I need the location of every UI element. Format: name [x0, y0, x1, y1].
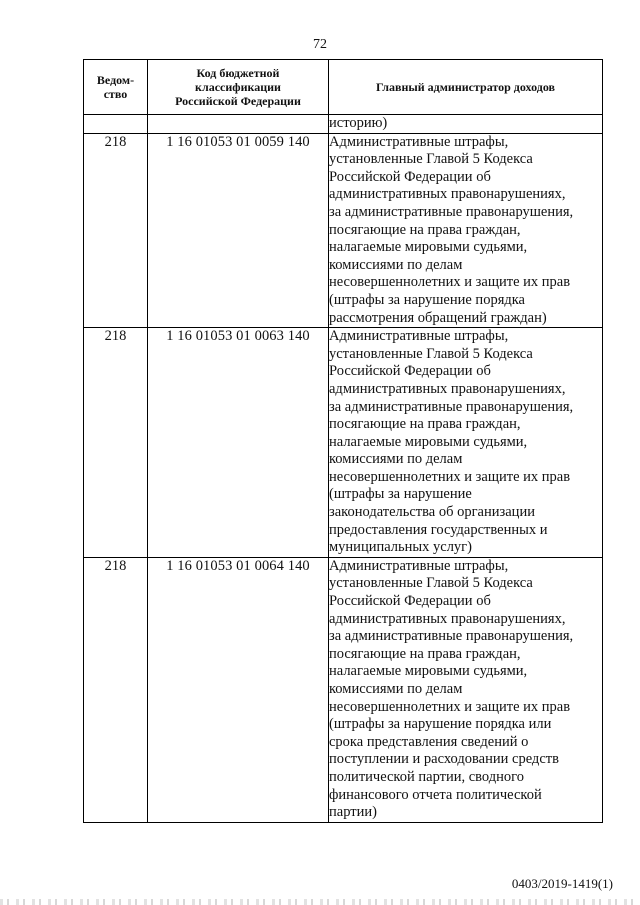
- admin-text-line: за административные правонарушения,: [329, 203, 574, 220]
- admin-text-line: посягающие на права граждан,: [329, 645, 521, 662]
- table-row: [84, 557, 603, 822]
- admin-text-line: срока представления сведений о: [329, 733, 529, 750]
- admin-text-line: посягающие на права граждан,: [329, 416, 521, 433]
- admin-text-line: установленные Главой 5 Кодекса: [329, 151, 533, 168]
- admin-text-line: поступлении и расходовании средств: [329, 751, 559, 768]
- admin-text-line: налагаемые мировыми судьями,: [329, 663, 528, 680]
- header-dept: [84, 60, 148, 115]
- cell-dept: 218: [84, 133, 148, 328]
- cell-budget-code: 1 16 01053 01 0063 140: [148, 328, 329, 558]
- table-row: [84, 133, 603, 328]
- admin-text-line: законодательства об организации: [329, 504, 535, 521]
- admin-text-line: муниципальных услуг): [329, 539, 472, 556]
- admin-text-line: партии): [329, 804, 377, 821]
- admin-text-line: историю): [329, 115, 388, 131]
- admin-text-line: комиссиями по делам: [329, 451, 463, 468]
- admin-text-line: (штрафы за нарушение порядка: [329, 291, 525, 308]
- header-code-line: Российской Федерации: [175, 94, 301, 108]
- cell-admin-description: [329, 115, 603, 134]
- cell-code: [148, 115, 329, 134]
- admin-text-line: посягающие на права граждан,: [329, 221, 521, 238]
- cell-admin-description: [329, 133, 603, 328]
- admin-text-line: несовершеннолетних и защите их прав: [329, 698, 571, 715]
- admin-text-line: Российской Федерации об: [329, 168, 491, 185]
- table-row: [84, 328, 603, 558]
- admin-text-line: административных правонарушениях,: [329, 380, 566, 397]
- admin-text-line: Административные штрафы,: [329, 557, 509, 574]
- admin-text-line: несовершеннолетних и защите их прав: [329, 274, 571, 291]
- admin-text-line: налагаемые мировыми судьями,: [329, 433, 528, 450]
- admin-text-line: комиссиями по делам: [329, 681, 463, 697]
- admin-text-line: за административные правонарушения,: [329, 398, 574, 415]
- cell-admin-description: [329, 557, 603, 822]
- admin-text-line: установленные Главой 5 Кодекса: [329, 345, 533, 362]
- admin-text-line: комиссиями по делам: [329, 256, 463, 273]
- header-dept-line: Ведом-: [96, 73, 135, 87]
- admin-text-line: Российской Федерации об: [329, 363, 491, 380]
- cell-budget-code: 1 16 01053 01 0059 140: [148, 133, 329, 328]
- header-code-line: Код бюджетной: [196, 66, 280, 80]
- admin-text-line: предоставления государственных и: [329, 521, 548, 538]
- document-code: 0403/2019-1419(1): [511, 876, 613, 891]
- page-number: 72: [313, 37, 327, 52]
- admin-text-line: финансового отчета политической: [329, 786, 542, 803]
- admin-text-line: Административные штрафы,: [329, 328, 509, 345]
- admin-text-line: установленные Главой 5 Кодекса: [329, 575, 533, 592]
- admin-text-line: (штрафы за нарушение порядка или: [329, 716, 552, 733]
- admin-text-line: налагаемые мировыми судьями,: [329, 239, 528, 256]
- admin-text-line: Административные штрафы,: [329, 133, 509, 150]
- admin-text-line: Российской Федерации об: [329, 593, 491, 610]
- header-dept-line: ство: [103, 87, 128, 101]
- admin-text-line: административных правонарушениях,: [329, 186, 566, 203]
- admin-text-line: за административные правонарушения,: [329, 628, 574, 645]
- table-header-row: [84, 60, 603, 115]
- table-row-continuation: [84, 115, 603, 134]
- admin-text-line: (штрафы за нарушение: [329, 486, 472, 503]
- cell-dept: 218: [84, 328, 148, 558]
- cell-dept: 218: [84, 557, 148, 822]
- cell-budget-code: 1 16 01053 01 0064 140: [148, 557, 329, 822]
- revenue-administrators-table: [83, 59, 603, 823]
- header-main-administrator: [329, 60, 603, 115]
- header-code-line: классификации: [195, 80, 281, 94]
- admin-text-line: несовершеннолетних и защите их прав: [329, 468, 571, 485]
- header-budget-code: [148, 60, 329, 115]
- scan-edge-artifact: [0, 899, 640, 905]
- admin-text-line: административных правонарушениях,: [329, 610, 566, 627]
- admin-text-line: рассмотрения обращений граждан): [329, 309, 547, 326]
- cell-dept: [84, 115, 148, 134]
- header-admin-label: Главный администратор доходов: [375, 80, 556, 94]
- admin-text-line: политической партии, сводного: [329, 768, 524, 785]
- cell-admin-description: [329, 328, 603, 558]
